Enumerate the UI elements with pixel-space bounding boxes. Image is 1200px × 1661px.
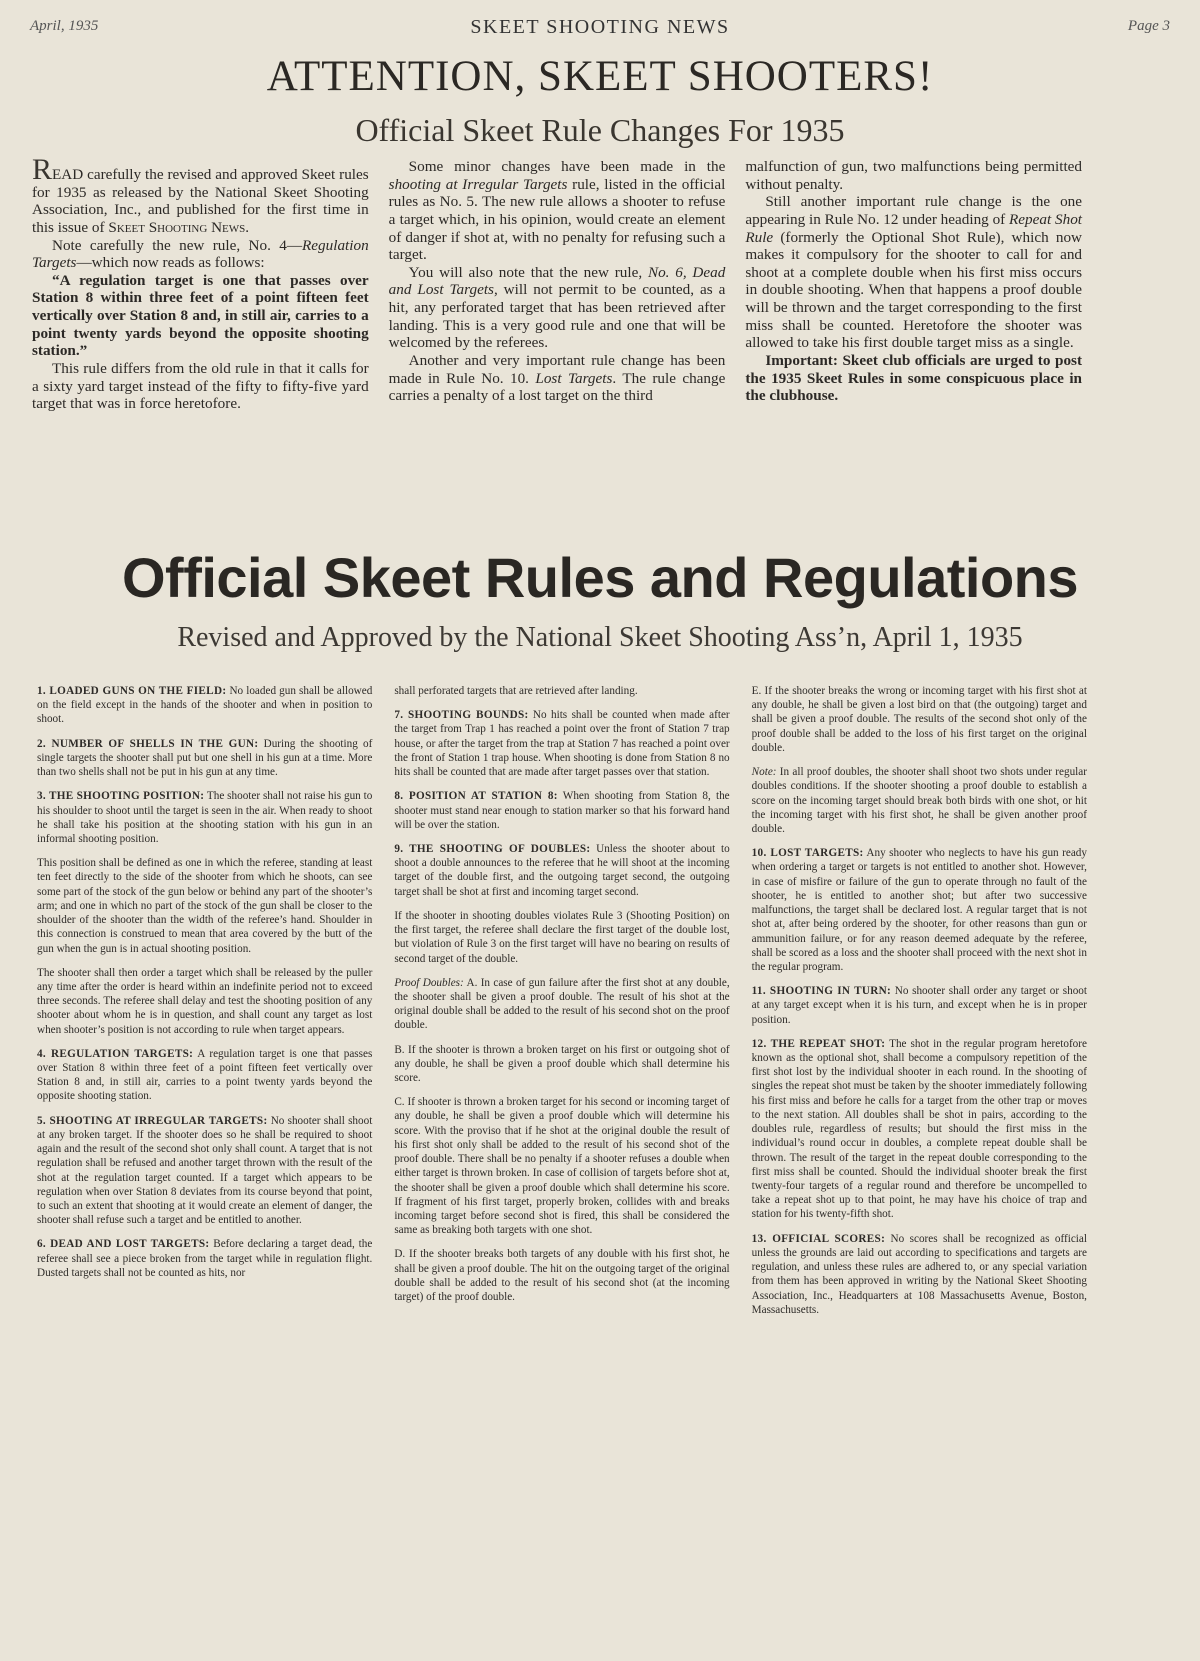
text-run: . The rule change carries a penalty of a lost target on the third: [388, 369, 726, 405]
text-run: Still another important rule change is the one appearing in Rule No. 12 under heading of: [745, 193, 1083, 228]
intro-column-2: [389, 158, 726, 413]
rule-heading: 4. REGULATION TARGETS:: [37, 1047, 194, 1060]
text-run: , will not permit to be counted, as a hit, any perforated target that has been retrieved after landing. This is a very good rule and one that will be welcomed by the referees.: [388, 281, 726, 352]
rule-paragraph: [37, 684, 372, 727]
page-number: Page 3: [1127, 18, 1170, 34]
rule-paragraph: [752, 846, 1087, 974]
rule-paragraph: [752, 684, 1087, 755]
rule-text: The shooter shall not raise his gun to his shoulder to shoot until the target is seen in the air. When ready to shoot he shall take his position at the shooting station with his gun in an informal shooting position.: [37, 790, 373, 845]
rule-text: No hits shall be counted when made after the target from Trap 1 has reached a point over the front of Station 7 trap house, or after the target from the trap at Station 7 has reached a point over the front of Station 1 trap house. When shooting is done from Station 8 no hits shall be counted that are made after target passes over that station.: [394, 709, 730, 779]
rule-heading: 13. OFFICIAL SCORES:: [751, 1232, 886, 1245]
rule-heading: 12. THE REPEAT SHOT:: [751, 1037, 886, 1050]
rule-paragraph: [37, 789, 372, 846]
rule-paragraph: [37, 1237, 372, 1280]
rule-text: This position shall be defined as one in which the referee, standing at least ten feet directly to the side of the shooter from which he shoots, can see some part of the stock of the gun below or behind any part of the shooter’s arm; and one in which no part of the stock of the gun shall be closer to the shoulder of the shooter than the width of the referee’s hand. Shoulder in this connection is construed to mean that area covered by the butt of the gun when the gun is in actual shooting position.: [37, 857, 373, 955]
text-run-italic: Regulation Targets: [32, 236, 369, 272]
rules-column-3: [752, 684, 1087, 1327]
rule-subheading: Proof Doubles:: [394, 976, 464, 989]
rules-column-2: [394, 684, 729, 1327]
rule-paragraph: [394, 684, 729, 698]
rule-text: Any shooter who neglects to have his gun ready when ordering a target or targets is not entitled to another shot. However, in case of misfire or failure of the gun to operate through no fault of the shooter, he is entitled to another shot; but after two successive malfunctions, the target shall be declared lost. A regular target that is not shot at, after being ordered by the shooter, for other reasons than gun or ammunition failure, or for any reason deemed adequate by the referee, shall be scored as a loss and the shooter shall proceed with the next shot in the regular program.: [751, 847, 1087, 973]
rule-heading: 11. SHOOTING IN TURN:: [751, 985, 892, 998]
rule-heading: 9. THE SHOOTING OF DOUBLES:: [394, 842, 591, 855]
rule-heading: 1. LOADED GUNS ON THE FIELD:: [37, 685, 227, 697]
rule-heading: 5. SHOOTING AT IRREGULAR TARGETS:: [37, 1114, 268, 1127]
rule-text: C. If shooter is thrown a broken target for his second or incoming target of any double, he shall be given a proof double which will determine his score. With the proviso that if he shot at the original double the result of his first shot only shall be added to the result of his second shot of the proof double. There shall be no penalty if a shooter refuses a double when either target is thrown broken. In case of collision of targets before shot at, the shooter shall be given a proof double which shall determine his score. If fragment of his first target, properly broken, collides with and breaks incoming target before second shot is fired, this shall be considered the same as breaking both targets with one shot.: [394, 1096, 730, 1237]
rule-text: No scores shall be recognized as official unless the grounds are laid out according to specifications and targets are regulation, and unless these rules are adhered to, or any special variation from them has been approved in writing by the National Skeet Shooting Association, Inc., Headquarters at 108 Massachusetts Avenue, Boston, Massachusetts.: [751, 1232, 1087, 1316]
intro-column-3: [745, 158, 1082, 413]
rule-text: The shot in the regular program heretofore known as the optional shot, shall become a compulsory repetition of the first shot lost by the individual shooter in each round. In the shooting of singles the repeat shot must be taken by the shooter immediately following his first miss and before he calls for a target from the other trap or moves to the next station. All doubles shall be shot in pairs, according to the doubles rule, regardless of results; but should the first miss in the individual’s round occur in doubles, a complete repeat double shall be thrown. The result of the target in the repeat double corresponding to the first miss shall be counted. Should the individual shooter break the first twenty-four targets of a regular round and therefore be uncompelled to take a repeat shot up to that point, he may have his choice of trap and station for his twenty-fifth shot.: [751, 1037, 1087, 1221]
intro-paragraph: malfunction of gun, two malfunctions being permitted without penalty.: [745, 158, 1083, 193]
rule-paragraph: [394, 708, 729, 779]
intro-paragraph: [32, 153, 369, 237]
text-run-italic: Repeat Shot Rule: [745, 210, 1083, 246]
intro-paragraph: [389, 264, 726, 352]
rule-text: In all proof doubles, the shooter shall shoot two shots under regular doubles conditions. If the shooter shooting a proof double to establish a score on the incoming target should break both birds with one shot, or hit the incoming target with his first shot, he shall be given another proof double.: [751, 766, 1087, 835]
intro-article: [32, 153, 1083, 413]
rule-heading: 2. NUMBER OF SHELLS IN THE GUN:: [37, 737, 259, 750]
rule-text: D. If the shooter breaks both targets of any double with his first shot, he shall be given a proof double. The hit on the outgoing target of the original double shall be added to the result of his second shot (at the incoming target) of the proof double.: [394, 1248, 730, 1304]
text-run-italic: shooting at Irregular Targets: [388, 175, 568, 193]
rules-body: [37, 684, 1087, 1327]
rule-text: When shooting from Station 8, the shooter must stand near enough to station marker so that his forward hand will be over the station.: [394, 790, 730, 831]
publication-name: Skeet Shooting News: [108, 218, 246, 236]
rule-subheading: Note:: [751, 766, 777, 779]
rule-text: During the shooting of single targets the shooter shall put but one shell in his gun at a time. More than two shells shall not be put in his gun at any time.: [37, 737, 373, 779]
text-run: Some minor changes have been made in the: [408, 158, 726, 175]
rule-text: Before declaring a target dead, the referee shall see a piece broken from the target while in regulation flight. Dusted targets shall not be counted as hits, nor: [37, 1238, 373, 1279]
rule-paragraph: [37, 737, 372, 780]
text-run-italic: No. 6, Dead and Lost Targets: [388, 263, 726, 299]
text-run: Note carefully the new rule, No. 4—: [52, 236, 303, 254]
rule-text: E. If the shooter breaks the wrong or incoming target with his first shot at any double, he shall be given a lost bird on that (the outgoing) target and shall be given a proof double. The results of the second shot only of the proof double shall be added to the loss of his first target on the original double.: [751, 685, 1087, 754]
issue-date: April, 1935: [30, 18, 99, 34]
rules-subtitle: Revised and Approved by the National Skeet Shooting Ass’n, April 1, 1935: [177, 622, 1023, 653]
rule-paragraph: [394, 1043, 729, 1086]
rule-paragraph: [752, 1037, 1087, 1222]
intro-paragraph: [32, 237, 369, 272]
rule-paragraph: [37, 966, 372, 1037]
intro-paragraph: [389, 158, 726, 264]
text-run: Another and very important rule change has been made in Rule No. 10.: [388, 351, 726, 387]
rule-paragraph: [37, 1047, 372, 1104]
text-run: .: [245, 218, 250, 236]
important-notice: Important: Skeet club officials are urged to post the 1935 Skeet Rules in some conspicuous place in the clubhouse.: [745, 351, 1083, 405]
text-run-italic: Lost Targets: [535, 369, 613, 387]
rule-paragraph: [37, 856, 372, 956]
rule-heading: 6. DEAD AND LOST TARGETS:: [37, 1238, 210, 1251]
rules-title: Official Skeet Rules and Regulations: [121, 546, 1078, 609]
rule-heading: 7. SHOOTING BOUNDS:: [394, 709, 529, 722]
drop-cap: R: [32, 153, 53, 186]
rule-text: shall perforated targets that are retrieved after landing.: [394, 685, 638, 697]
text-run: rule, listed in the official rules as No. 5. The new rule allows a shooter to refuse a target which, in his opinion, would create an element of danger if shot at, with no penalty for refusing such a target.: [388, 175, 726, 264]
subheadline: Official Skeet Rule Changes For 1935: [355, 112, 845, 148]
rule-text: The shooter shall then order a target which shall be released by the puller any time after the order is heard within an indefinite period not to exceed three seconds. The referee shall delay and test the shooting position of any shooter about whom he is in question, and shall count any target as lost when shooter’s position is not according to rule when target appears.: [37, 966, 373, 1036]
rule-paragraph: [394, 789, 729, 832]
intro-paragraph: This rule differs from the old rule in that it calls for a sixty yard target instead of the fifty to fifty-five yard target that was in force heretofore.: [32, 359, 369, 413]
text-run: You will also note that the new rule,: [408, 263, 648, 281]
rules-column-1: [37, 684, 372, 1327]
text-run: —which now reads as follows:: [76, 254, 265, 272]
rule-text: No shooter shall shoot at any broken target. If the shooter does so he shall be required to shoot again and the result of the second shot only shall count. A target that is not regulation shall be refused and another target thrown with the result of the shot at the regulation target counted. If a target which appears to be regulation when over Station 8 deviates from its course beyond that point, to such an extent that shooting at it would create an element of danger, the shooter shall refuse such a target and be entitled to another.: [37, 1114, 373, 1227]
text-run: EAD carefully the revised and approved Skeet rules for 1935 as released by the National Skeet Shooting Association, Inc., and published for the first time in this issue of: [32, 166, 369, 236]
headline: ATTENTION, SKEET SHOOTERS!: [266, 53, 934, 100]
rule-heading: 3. THE SHOOTING POSITION:: [37, 790, 205, 803]
intro-column-1: [32, 153, 369, 413]
rule-paragraph: [752, 1232, 1087, 1317]
rule-paragraph: [394, 909, 729, 966]
rule-text: A regulation target is one that passes over Station 8 within three feet of a point fifteen feet vertically over Station 8 and, in still air, carries to a point twenty yards beyond the opposite shooting station.: [37, 1047, 373, 1103]
rule-quote: “A regulation target is one that passes over Station 8 within three feet of a point fifteen feet vertically over Station 8 and, in still air, carries to a point twenty yards beyond the opposite shooting station.”: [32, 271, 369, 360]
text-run: (formerly the Optional Shot Rule), which now makes it compulsory for the shooter to call for and shoot at a complete double when his first miss occurs in double shooting. When that happens a proof double will be thrown and the target corresponding to the first miss shall be counted. Heretofore the shooter was allowed to take his first double target miss as a single.: [745, 228, 1083, 352]
rule-paragraph: [394, 842, 729, 899]
rule-text: If the shooter in shooting doubles violates Rule 3 (Shooting Position) on the first target, the referee shall declare the first target of the double lost, but violation of Rule 3 on the first target will have no bearing on results of second target of the double.: [394, 909, 730, 965]
rule-text: No loaded gun shall be allowed on the field except in the hands of the shooter and when in position to shoot.: [37, 685, 373, 726]
rule-paragraph: [37, 1114, 372, 1228]
rule-text: B. If the shooter is thrown a broken target on his first or outgoing shot of any double, he shall be given a proof double which shall determine his score.: [394, 1043, 730, 1085]
rule-heading: 10. LOST TARGETS:: [751, 847, 864, 860]
rule-paragraph: [394, 1095, 729, 1237]
rule-text: Unless the shooter about to shoot a double announces to the referee that he will shoot at the incoming target of the double first, and the outgoing target second, the outgoing target shall be shot at first and incoming target second.: [394, 842, 730, 898]
intro-paragraph: [389, 352, 726, 405]
rule-text: No shooter shall order any target or shoot at any target except when it is his turn, and except when he is in proper position.: [751, 985, 1087, 1026]
rule-paragraph: [752, 765, 1087, 836]
intro-paragraph: [745, 193, 1082, 352]
publication-title: SKEET SHOOTING NEWS: [470, 16, 730, 38]
masthead: [30, 16, 1170, 42]
rule-paragraph: [394, 976, 729, 1033]
rule-text: A. In case of gun failure after the first shot at any double, the shooter shall be given a proof double. The result of his shot at the original double shall be added to the result of his second shot on the proof double.: [394, 976, 730, 1032]
rule-paragraph: [752, 984, 1087, 1027]
rule-paragraph: [394, 1247, 729, 1304]
rule-heading: 8. POSITION AT STATION 8:: [394, 790, 558, 803]
